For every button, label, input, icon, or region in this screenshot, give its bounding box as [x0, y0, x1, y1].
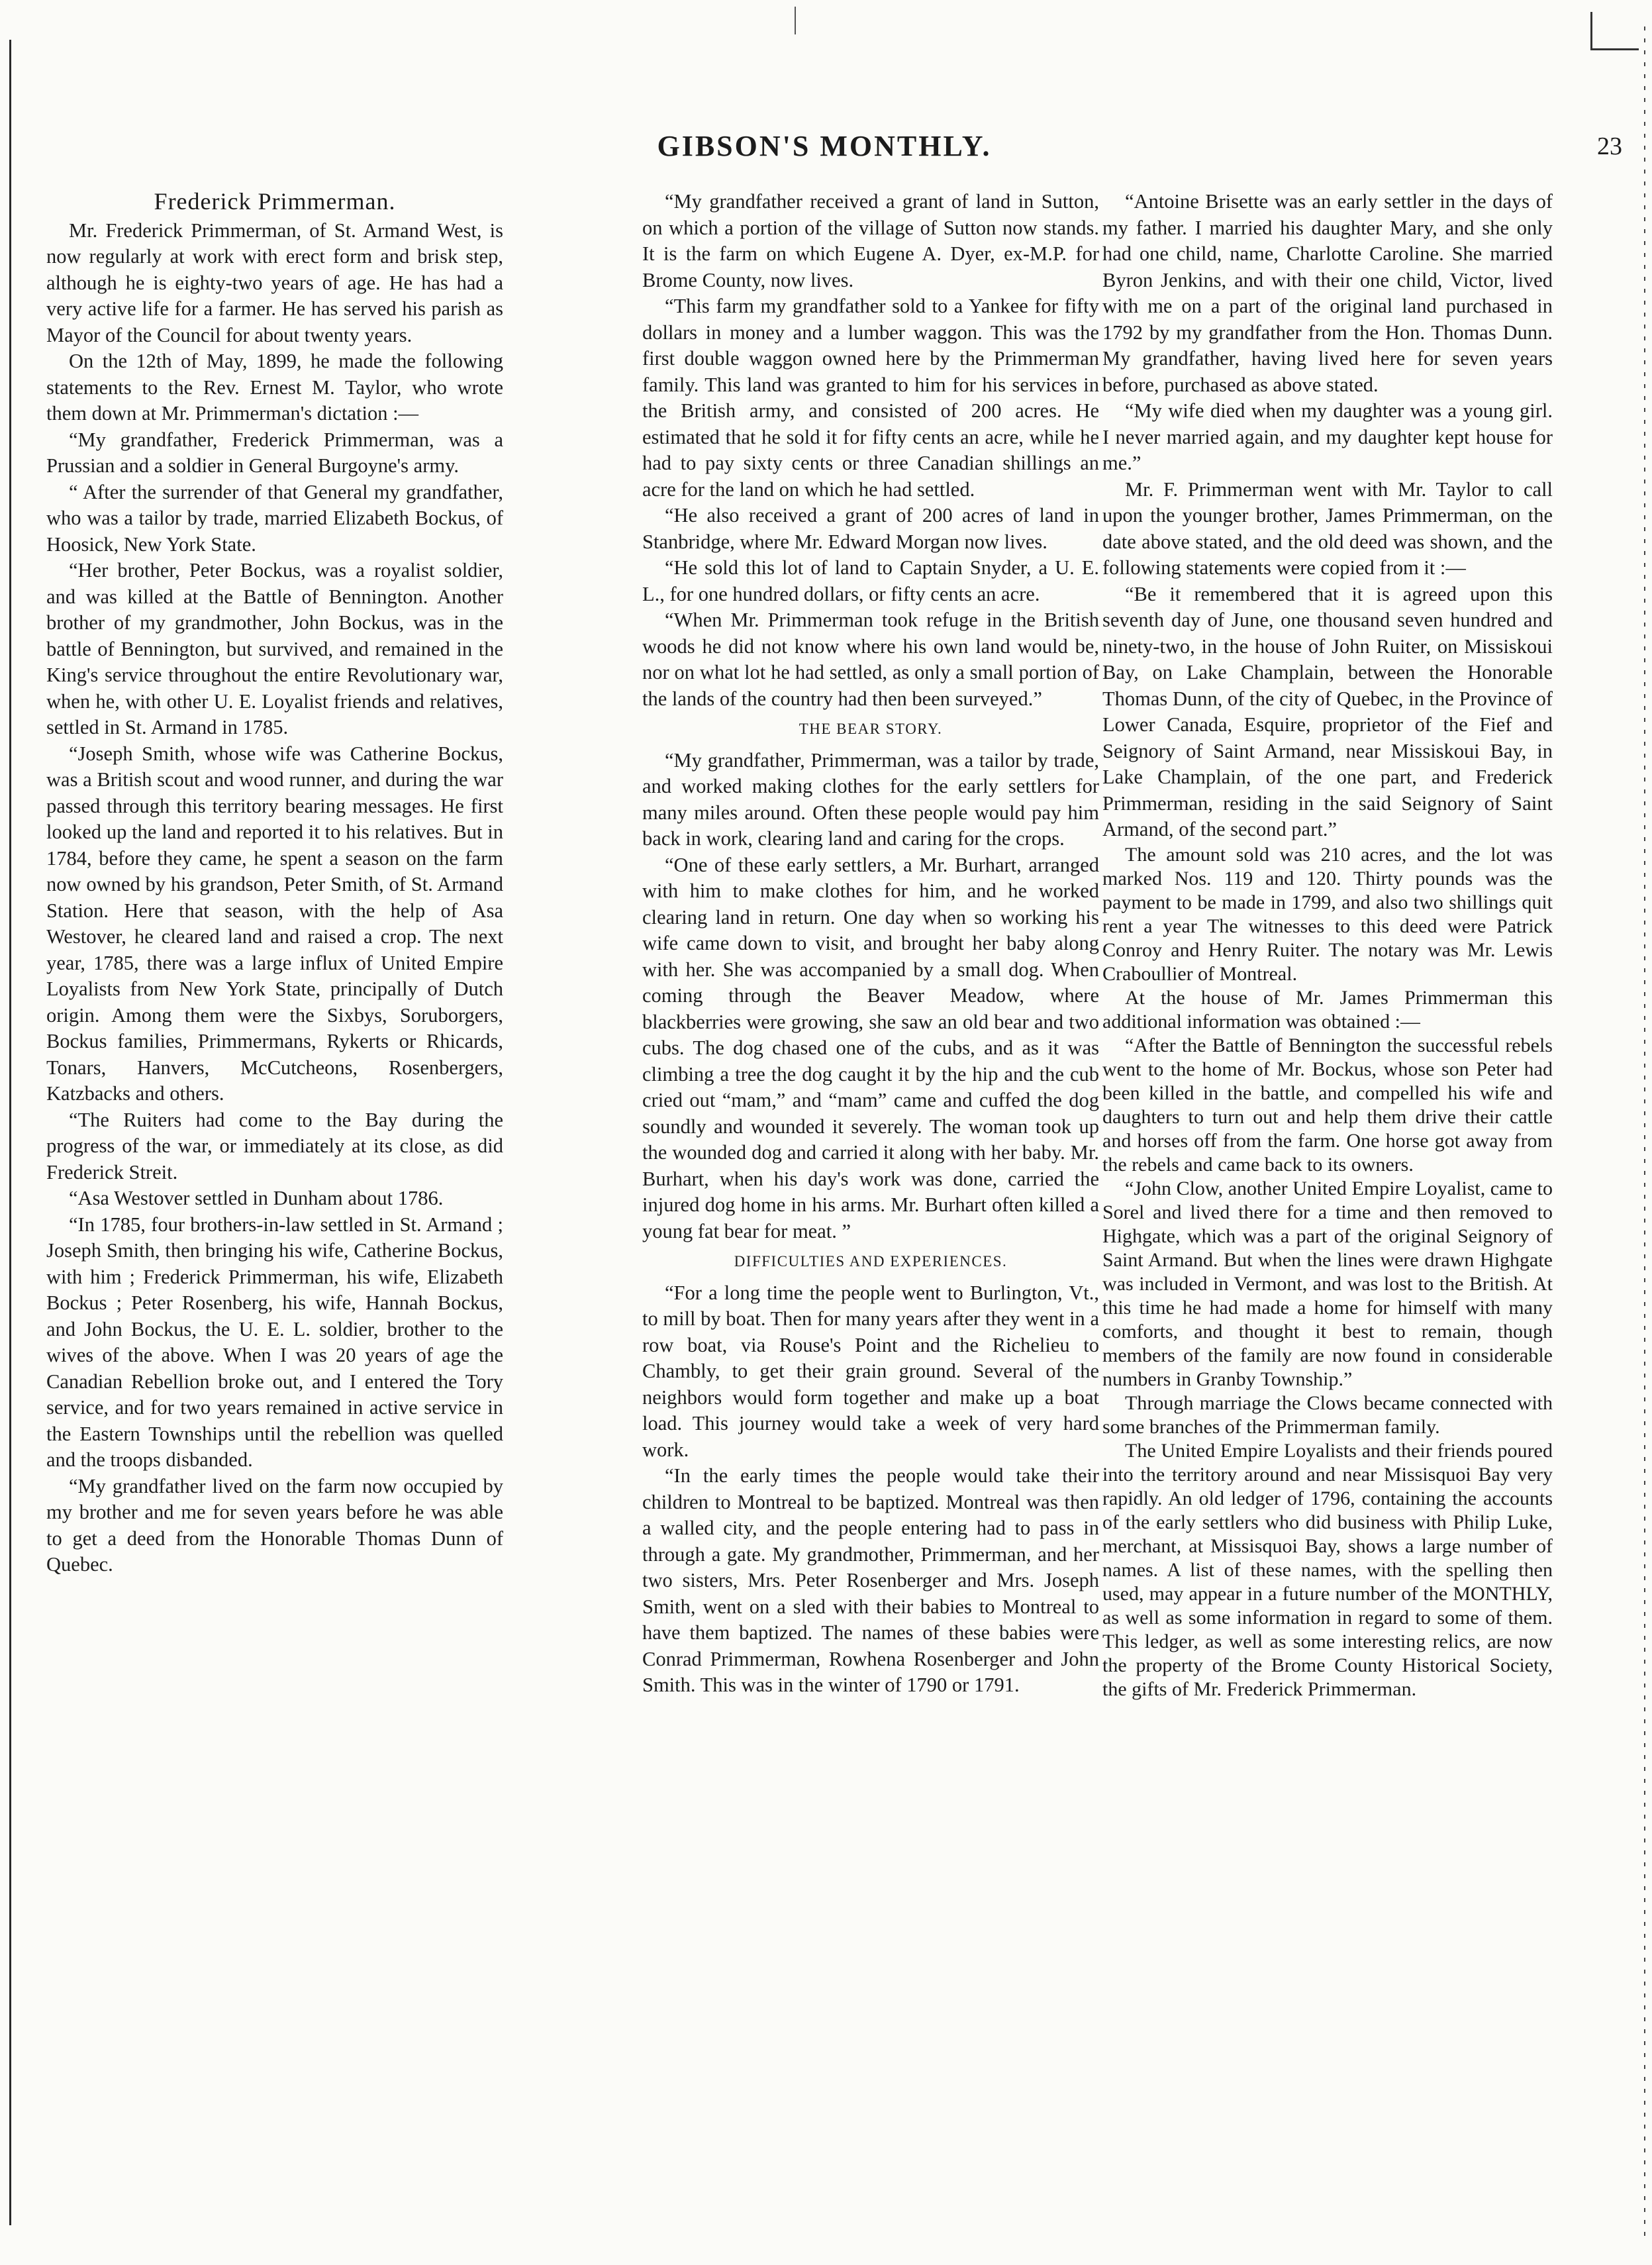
paragraph: “Asa Westover settled in Dunham about 1786.	[69, 1187, 444, 1209]
paragraph: On the 12th of May, 1899, he made the following statements to the Rev. Ernest M. Taylor, who wrote them down at Mr. Primmerman's dictation :—	[46, 350, 503, 425]
small-type-section	[1102, 843, 1553, 1701]
paragraph: “John Clow, another United Empire Loyalist, came to Sorel and lived there for a time and then removed to Highgate, which was a part of the original Seignory of Saint Armand. But when the lines were drawn Highgate was included in Vermont, and was lost to the British. At this time he had made a home for himself with many comforts, and thought it best to remain, though members of the family are now found in considerable numbers in Granby Township.”	[1102, 1177, 1553, 1390]
page-binding-edge	[9, 40, 11, 2225]
paragraph: “This farm my grandfather sold to a Yankee for fifty dollars in money and a lumber waggon. This was the first double waggon owned here by the Primmerman family. This land was granted to him for his services in the British army, and consisted of 200 acres. He estimated that he sold it for fifty cents an acre, while he had to pay sixty cents or three Canadian shillings an acre for the land on which he had settled.	[642, 295, 1099, 501]
paragraph: “Her brother, Peter Bockus, was a royalist soldier, and was killed at the Battle of Bennington. Another brother of my grandmother, John Bockus, was in the battle of Bennington, but survived, and remained in the King's service throughout the entire Revolutionary war, when he, with other U. E. Loyalist friends and relatives, settled in St. Armand in 1785.	[46, 559, 503, 738]
page-number: 23	[1597, 132, 1622, 160]
top-tick-mark	[795, 7, 796, 34]
page-right-edge	[1644, 26, 1645, 2239]
paragraph: The amount sold was 210 acres, and the lot was marked Nos. 119 and 120. Thirty pounds was the payment to be made in 1799, and also two shillings quit rent a year The witnesses to this deed were Patrick Conroy and Henry Ruiter. The notary was Mr. Lewis Craboullier of Montreal.	[1102, 843, 1553, 985]
paragraph: “ After the surrender of that General my grandfather, who was a tailor by trade, married Elizabeth Bockus, of Hoosick, New York State.	[46, 480, 503, 556]
paragraph: “My grandfather, Primmerman, was a tailor by trade, and worked making clothes for the early settlers for many miles around. Often these people would pay him back in work, clearing land and caring for the crops.	[642, 748, 1099, 850]
corner-mark	[1590, 12, 1639, 50]
paragraph: The United Empire Loyalists and their friends poured into the territory around and near Missisquoi Bay very rapidly. An old ledger of 1796, containing the accounts of the early settlers who did business with Philip Luke, merchant, at Missisquoi Bay, shows a large number of names. A list of these names, with the spelling then used, may appear in a future number of the MONTHLY, as well as some information in regard to some of them. This ledger, as well as some interesting relics, are now the property of the Brome County Historical Society, the gifts of Mr. Frederick Primmerman.	[1102, 1439, 1553, 1700]
paragraph: “One of these early settlers, a Mr. Burhart, arranged with him to make clothes for him, and he worked clearing land in return. One day when so working his wife came down to visit, and brought her baby along with her. She was accompanied by a small dog. When coming through the Beaver Meadow, where blackberries were growing, she saw an old bear and two cubs. The dog chased one of the cubs, and as it was climbing a tree the dog caught it by the hip and the cub cried out “mam,” and “mam” came and cuffed the dog soundly and wounded it severely. The woman took up the wounded dog and carried it along with her baby. Mr. Burhart, when his day's work was done, carried the injured dog home in his arms. Mr. Burhart often killed a young fat bear for meat. ”	[642, 853, 1099, 1242]
column-3	[1102, 189, 1553, 1701]
paragraph: Mr. F. Primmerman went with Mr. Taylor to call upon the younger brother, James Primmerman, on the date above stated, and the old deed was shown, and the following statements were copied from it :—	[1102, 478, 1553, 579]
paragraph: Through marriage the Clows became connected with some branches of the Primmerman family.	[1102, 1391, 1553, 1438]
section-heading-bear-story: THE BEAR STORY.	[799, 721, 943, 737]
paragraph: “In the early times the people would take their children to Montreal to be baptized. Montreal was then a walled city, and the people entering had to pass in through a gate. My grandmother, Primmerman, and her two sisters, Mrs. Peter Rosenberger and Mrs. Joseph Smith, went on a sled with their babies to Montreal to have them baptized. The names of these babies were Conrad Primmerman, Rowhena Rosenberger and John Smith. This was in the winter of 1790 or 1791.	[642, 1464, 1099, 1696]
paragraph: “For a long time the people went to Burlington, Vt., to mill by boat. Then for many years after they went in a row boat, via Rouse's Point and the Richelieu to Chambly, to get their grain ground. Several of the neighbors would form together and make up a boat load. This journey would take a week of very hard work.	[642, 1281, 1099, 1461]
paragraph: “Joseph Smith, whose wife was Catherine Bockus, was a British scout and wood runner, and during the war passed through this territory bearing messages. He first looked up the land and reported it to his relatives. But in 1784, before they came, he spent a season on the farm now owned by his grandson, Peter Smith, of St. Armand Station. Here that season, with the help of Asa Westover, he cleared land and raised a crop. The next year, 1785, there was a large influx of United Empire Loyalists from New York State, principally of Dutch origin. Among them were the Sixbys, Soruborgers, Bockus families, Primmermans, Rykerts or Rhicards, Tonars, Hanvers, McCutcheons, Rosenbergers, Katzbacks and others.	[46, 742, 503, 1105]
paragraph: “When Mr. Primmerman took refuge in the British woods he did not know where his own land would be, nor on what lot he had settled, as only a small portion of the lands of the country had then been surveyed.”	[642, 609, 1099, 710]
paragraph: Mr. Frederick Primmerman, of St. Armand West, is now regularly at work with erect form and brisk step, although he is eighty-two years of age. He has had a very active life for a farmer. He has served his parish as Mayor of the Council for about twenty years.	[46, 219, 503, 346]
paragraph: “The Ruiters had come to the Bay during the progress of the war, or immediately at its close, as did Frederick Streit.	[46, 1108, 503, 1183]
paragraph: “Antoine Brisette was an early settler in the days of my father. I married his daughter Mary, and she only had one child, name, Charlotte Caroline. She married Byron Jenkins, and with their one child, Victor, lived with me on a part of the original land purchased in 1792 by my grandfather from the Hon. Thomas Dunn. My grandfather, having lived here for seven years before, purchased as above stated.	[1102, 190, 1553, 396]
paragraph: “My wife died when my daughter was a young girl. I never married again, and my daughter kept house for me.”	[1102, 399, 1553, 474]
paragraph: At the house of Mr. James Primmerman this additional information was obtained :—	[1102, 986, 1553, 1032]
paragraph: “He sold this lot of land to Captain Snyder, a U. E. L., for one hundred dollars, or fifty cents an acre.	[642, 556, 1099, 605]
column-2	[642, 189, 1099, 1699]
article-title: Frederick Primmerman.	[154, 188, 396, 215]
paragraph: “In 1785, four brothers-in-law settled in St. Armand ; Joseph Smith, then bringing his wife, Catherine Bockus, with him ; Frederick Primmerman, his wife, Elizabeth Bockus ; Peter Rosenberg, his wife, Hannah Bockus, and John Bockus, the U. E. L. soldier, brother to the wives of the above. When I was 20 years of age the Canadian Rebellion broke out, and I entered the Tory service, and for two years remained in active service in the Eastern Townships until the rebellion was quelled and the troops disbanded.	[46, 1213, 503, 1471]
publication-title: GIBSON'S MONTHLY.	[657, 130, 992, 162]
paragraph: “After the Battle of Bennington the successful rebels went to the home of Mr. Bockus, whose son Peter had been killed in the battle, and compelled his wife and daughters to turn out and help them drive their cattle and horses off from the farm. One horse got away from the rebels and came back to its owners.	[1102, 1034, 1553, 1176]
paragraph: “He also received a grant of 200 acres of land in Stanbridge, where Mr. Edward Morgan now lives.	[642, 504, 1099, 553]
column-1	[46, 189, 503, 1578]
paragraph: “My grandfather lived on the farm now occupied by my brother and me for seven years before he was able to get a deed from the Honorable Thomas Dunn of Quebec.	[46, 1474, 503, 1576]
paragraph: “My grandfather, Frederick Primmerman, was a Prussian and a soldier in General Burgoyne's army.	[46, 428, 503, 477]
section-heading-difficulties: DIFFICULTIES AND EXPERIENCES.	[734, 1253, 1008, 1270]
paragraph: “My grandfather received a grant of land in Sutton, on which a portion of the village of Sutton now stands. It is the farm on which Eugene A. Dyer, ex-M.P. for Brome County, now lives.	[642, 190, 1099, 291]
paragraph: “Be it remembered that it is agreed upon this seventh day of June, one thousand seven hundred and ninety-two, in the house of John Ruiter, on Missiskoui Bay, on Lake Champlain, between the Honorable Thomas Dunn, of the city of Quebec, in the Province of Lower Canada, Esquire, proprietor of the Fief and Seignory of Saint Armand, near Missiskoui Bay, in Lake Champlain, of the one part, and Frederick Primmerman, residing in the said Seignory of Saint Armand, of the second part.”	[1102, 582, 1553, 840]
page-header	[26, 129, 1622, 176]
